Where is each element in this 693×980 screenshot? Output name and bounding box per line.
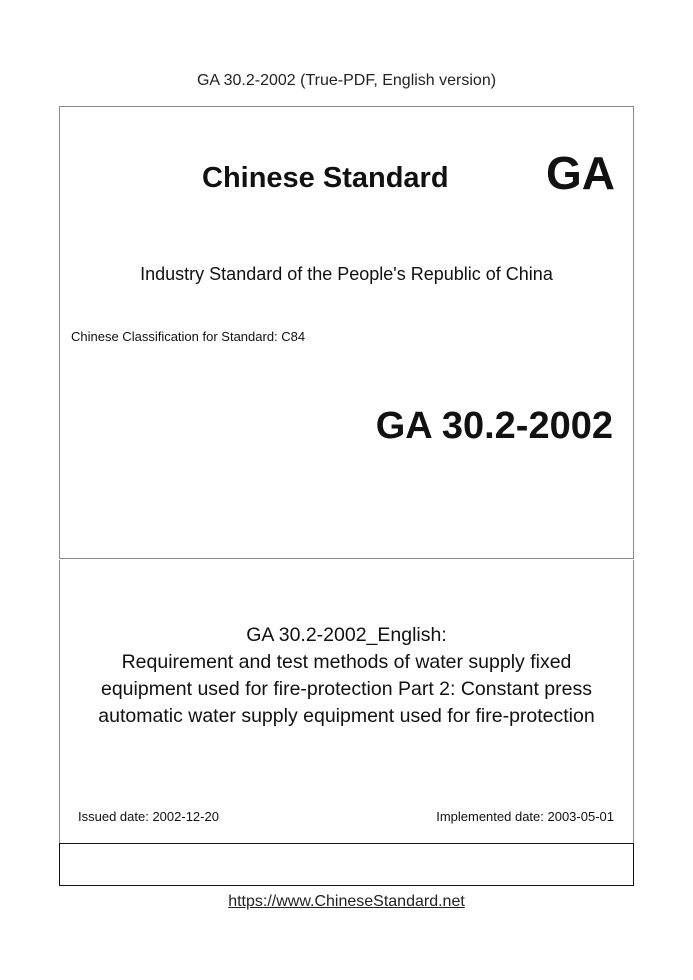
title-line: equipment used for fire-protection Part 2: Constant press: [100, 678, 592, 700]
title-line: automatic water supply equipment used for fire-protection: [98, 705, 595, 727]
standard-title: [59, 622, 634, 730]
standard-number: GA 30.2-2002: [375, 405, 613, 447]
implemented-date: Implemented date: 2003-05-01: [436, 809, 614, 824]
title-line: GA 30.2-2002_English:: [246, 624, 447, 646]
classification-line: Chinese Classification for Standard: C84: [71, 329, 306, 344]
document-caption: GA 30.2-2002 (True-PDF, English version): [196, 72, 497, 89]
issued-date: Issued date: 2002-12-20: [78, 809, 219, 824]
cover-heading: Chinese Standard: [202, 162, 449, 194]
footer: [0, 893, 693, 911]
website-link[interactable]: https://www.ChineseStandard.net: [228, 893, 465, 910]
title-line: Requirement and test methods of water supply fixed: [121, 651, 572, 673]
cover-bottom-box: [59, 843, 634, 886]
industry-standard-line: Industry Standard of the People's Republic of China: [140, 264, 553, 284]
standard-category-mark: GA: [546, 147, 615, 199]
